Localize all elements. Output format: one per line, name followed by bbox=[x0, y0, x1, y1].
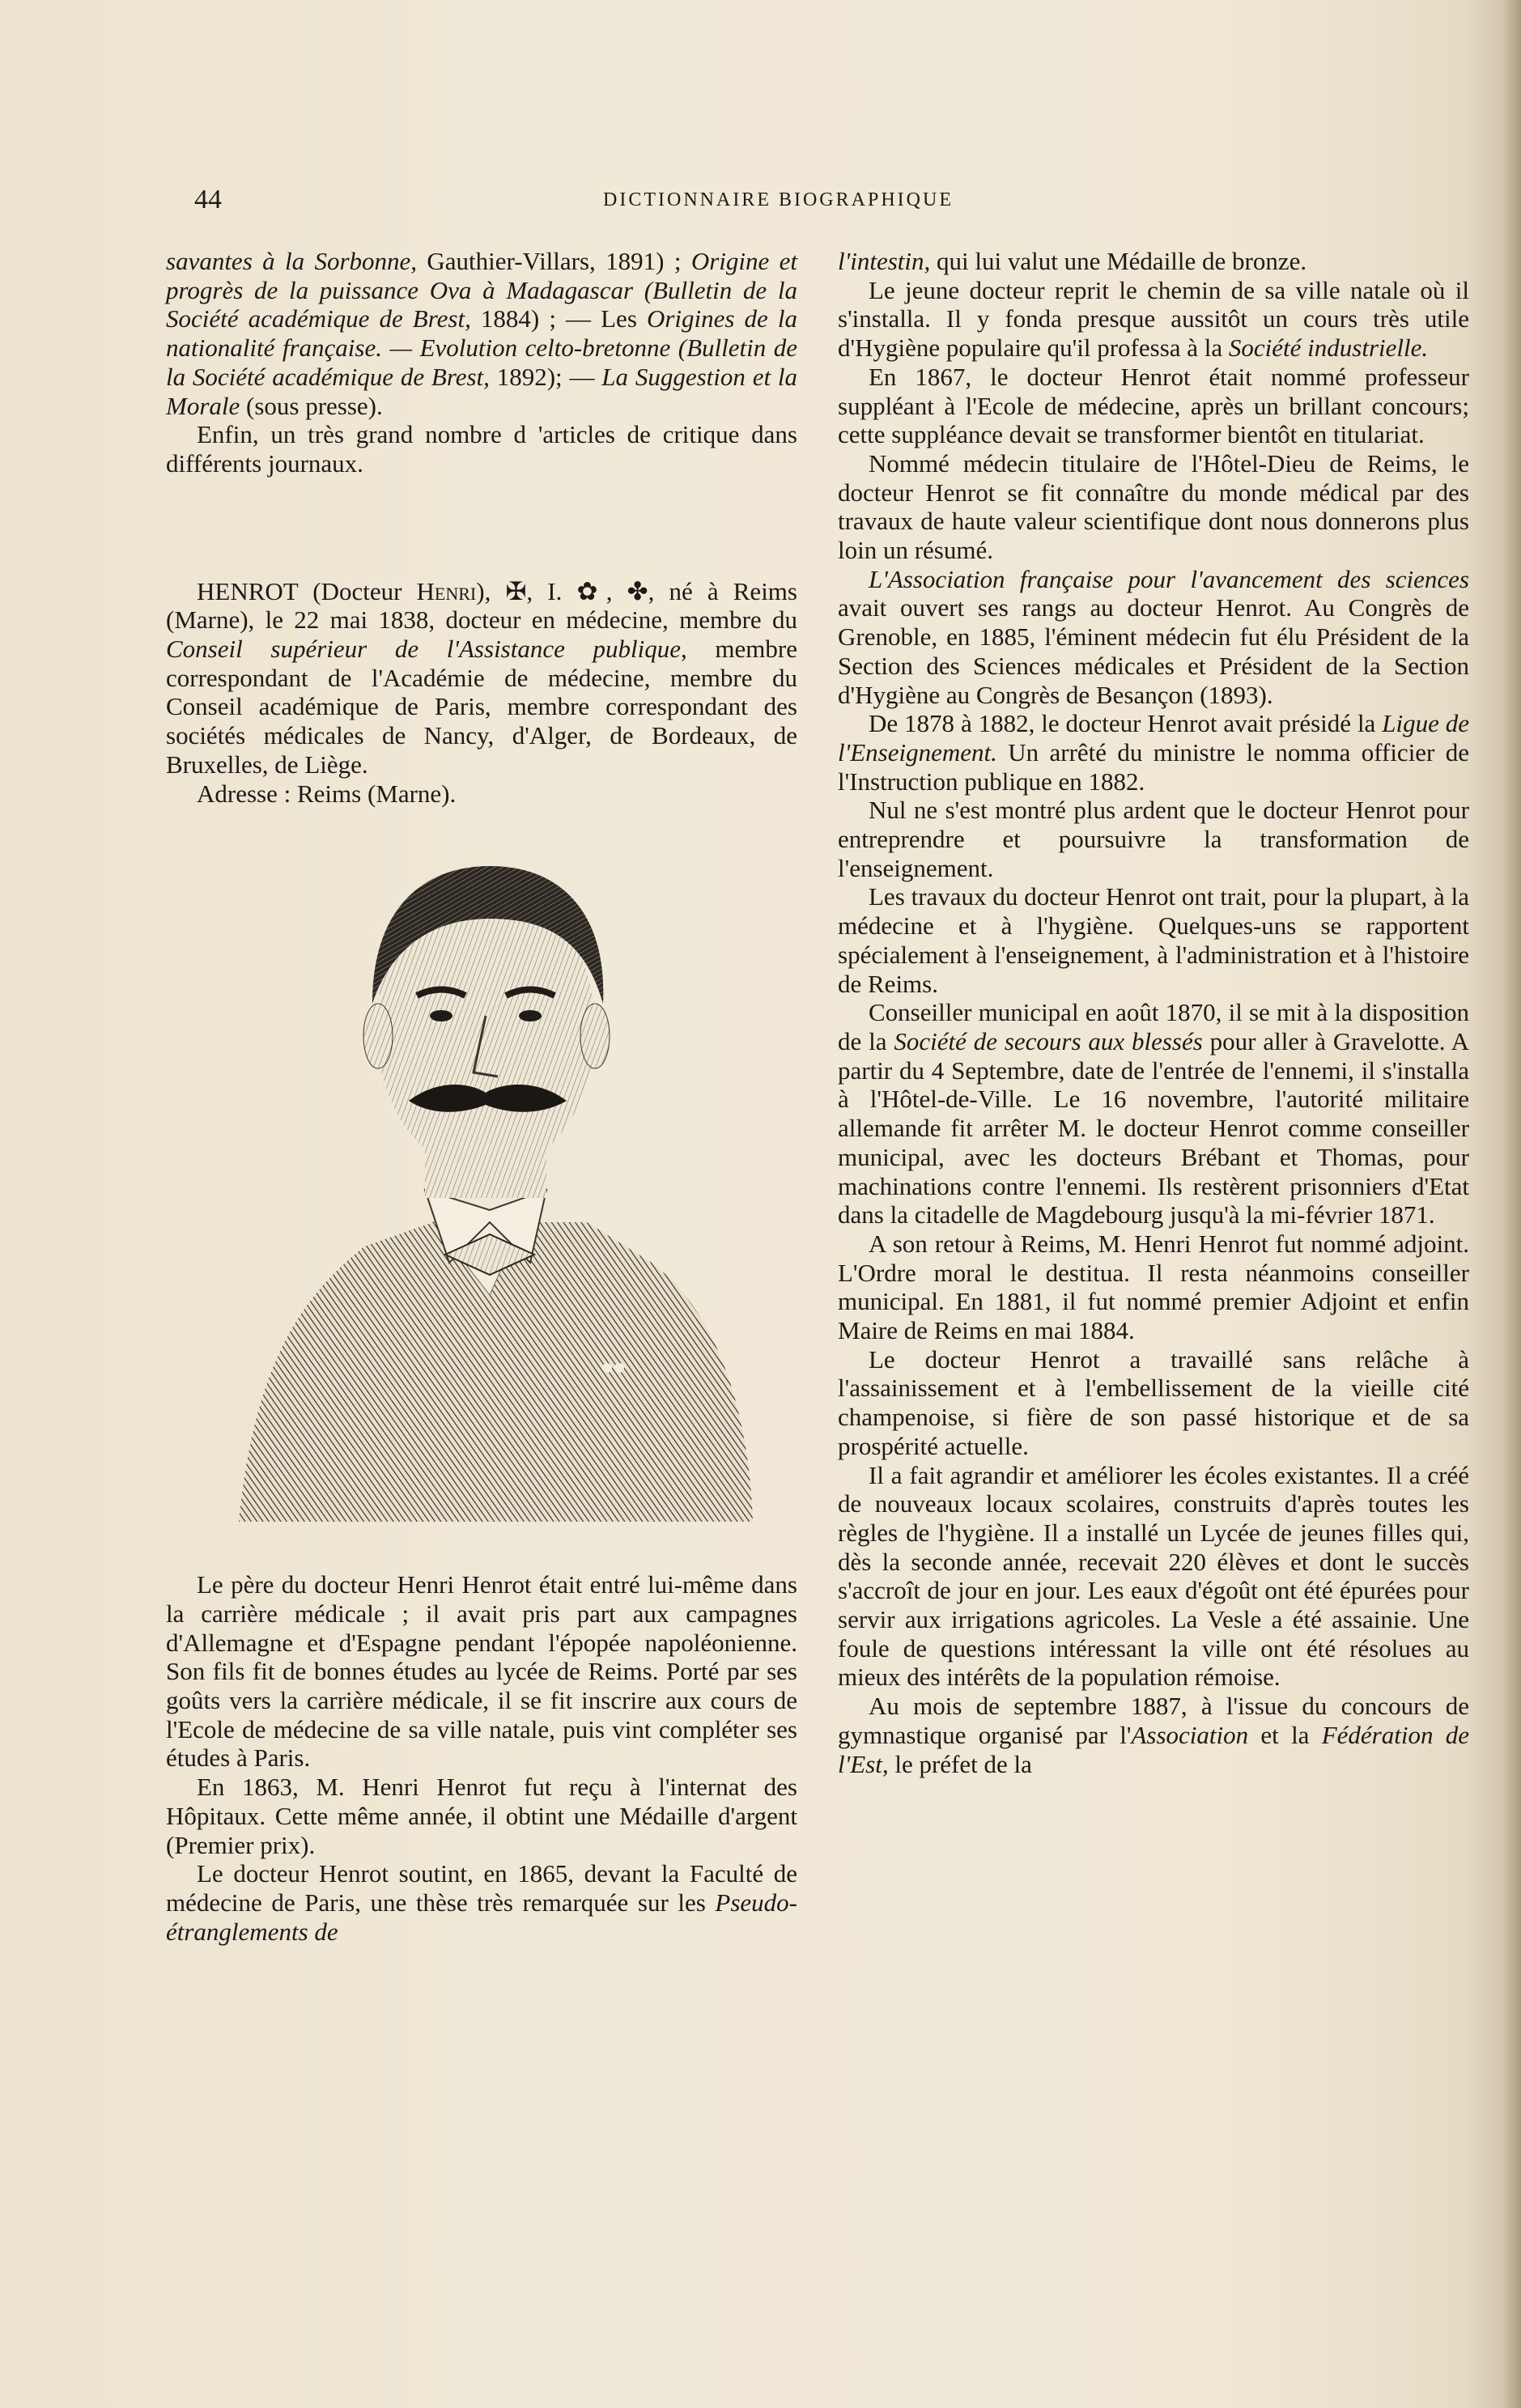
text-italic: l'intestin, bbox=[838, 247, 931, 275]
text-italic: Ligue de l'Enseignement. bbox=[838, 709, 1470, 767]
text: (Docteur bbox=[298, 576, 417, 605]
portrait-engraving bbox=[166, 842, 797, 1546]
text: De 1878 à 1882, le docteur Henrot avait présidé la bbox=[869, 709, 1383, 738]
entry-firstname: Henri bbox=[416, 576, 477, 605]
running-title: DICTIONNAIRE BIOGRAPHIQUE bbox=[603, 189, 954, 210]
text: Un arrêté du ministre le nomma officier de l'Instruction publique en 1882. bbox=[838, 737, 1469, 796]
schools-paragraph: Il a fait agrandir et améliorer les écoles existantes. Il a créé de nouveaux locaux scolaires, construits d'après toutes les règles de l'hygiène. Il a installé un Lycée de jeunes filles qui, dès la seconde année, recevait 220 élèves et dont le succès s'accroît de jour en jour. Les eaux d'égoût ont été épurées pour servir aux irrigations agricoles. La Vesle a été assainie. Une foule de questions intéressant la ville ont été résolues au mieux des intérêts de la population rémoise. bbox=[838, 1460, 1469, 1692]
text: 1892); — bbox=[489, 362, 602, 391]
page-edge-shadow bbox=[1503, 0, 1521, 2408]
critique-paragraph: Enfin, un très grand nombre d 'articles de critique dans différents journaux. bbox=[166, 420, 797, 478]
text: pour aller à Gravelotte. A partir du 4 Septembre, date de l'entrée de l'ennemi, il s'installa à l'Hôtel-de-Ville. Le 16 novembre, l'autorité militaire allemande fit arrêter M. le docteur Henrot comme conseiller municipal, avec les docteurs Brébant et Thomas, pour machinations contre l'ennemi. Ils restèrent prisonniers d'Etat dans la citadelle de Magdebourg jusqu'à la mi-février 1871. bbox=[838, 1026, 1469, 1229]
internat-paragraph: En 1863, M. Henri Henrot fut reçu à l'internat des Hôpitaux. Cette même année, il obtint une Médaille d'argent (Premier prix). bbox=[166, 1773, 797, 1859]
text-italic: Société industrielle. bbox=[1228, 333, 1429, 363]
association-paragraph bbox=[838, 565, 1469, 710]
assainissement-paragraph: Le docteur Henrot a travaillé sans relâche à l'assainissement et à l'embellissement de la vieille cité champenoise, si fière de son passé historique et de sa prospérité actuelle. bbox=[838, 1344, 1469, 1460]
address-line: Adresse : Reims (Marne). bbox=[197, 779, 457, 808]
text: qui lui valut une Médaille de bronze. bbox=[930, 247, 1307, 275]
text: (sous presse). bbox=[240, 391, 383, 420]
text-italic: Association bbox=[1131, 1720, 1249, 1749]
left-column bbox=[166, 247, 797, 1946]
father-paragraph: Le père du docteur Henri Henrot était entré lui-même dans la carrière médicale ; il avait pris part aux campagnes d'Allemagne et d'Espagne pendant l'épopée napoléonienne. Son fils fit de bonnes études au lycée de Reims. Porté par ses goûts vers la carrière médicale, il se fit inscrire aux cours de l'Ecole de médecine de sa ville natale, puis vint compléter ses études à Paris. bbox=[166, 1570, 797, 1773]
bibliography-paragraph bbox=[166, 247, 797, 420]
text-italic: Fédération de l'Est, bbox=[838, 1720, 1469, 1778]
text: ), ✠, I. ✿, ✤, né à Reims (Marne), le 22 mai 1838, docteur en médecine, membre du bbox=[166, 576, 797, 635]
text: et la bbox=[1248, 1720, 1322, 1749]
spacer bbox=[166, 478, 797, 577]
enseignement-paragraph: Nul ne s'est montré plus ardent que le docteur Henrot pour entreprendre et poursuivre la transformation de l'enseignement. bbox=[838, 796, 1469, 882]
text-italic: Origine et progrès de la puissance Ova à Madagascar (Bulletin de la Société académique de Brest, bbox=[166, 247, 797, 333]
biography-entry bbox=[166, 577, 797, 779]
text: , membre correspondant de l'Académie de médecine, membre du Conseil académique de Paris, membre correspondant des sociétés médicales de Nancy, d'Alger, de Bordeaux, de Bruxelles, de Liège. bbox=[166, 635, 797, 779]
text: le préfet de la bbox=[888, 1749, 1032, 1778]
war-paragraph bbox=[838, 998, 1469, 1229]
text: Au mois de septembre 1887, à l'issue du concours de gymnastique organisé par l' bbox=[838, 1692, 1469, 1749]
ligue-paragraph bbox=[838, 709, 1469, 796]
text-italic: La Suggestion et la Morale bbox=[166, 362, 797, 420]
text-italic: Pseudo-étranglements de bbox=[166, 1888, 797, 1946]
mayor-paragraph: A son retour à Reims, M. Henri Henrot fut nommé adjoint. L'Ordre moral le destitua. Il resta néanmoins conseiller municipal. En 1881, il fut nommé premier Adjoint et enfin Maire de Reims en mai 1884. bbox=[838, 1229, 1469, 1345]
professor-paragraph: En 1867, le docteur Henrot était nommé professeur suppléant à l'Ecole de médecine, après un brillant concours; cette suppléance devait se transformer bientôt en titulariat. bbox=[838, 362, 1469, 449]
thesis-paragraph bbox=[166, 1859, 797, 1946]
right-column bbox=[838, 247, 1469, 1778]
text-italic: Société de secours aux blessés bbox=[894, 1026, 1203, 1055]
page-header bbox=[166, 185, 1469, 217]
text: avait ouvert ses rangs au docteur Henrot. Au Congrès de Grenoble, en 1885, l'éminent médecin fut élu Président de la Section des Sciences médicales et Président de la Section d'Hygiène au Congrès de Besançon (1893). bbox=[838, 593, 1469, 709]
gymnastics-paragraph bbox=[838, 1692, 1469, 1778]
text-italic: L'Association française pour l'avancement des sciences bbox=[869, 564, 1469, 593]
medal-paragraph bbox=[838, 247, 1469, 276]
text-italic: Conseil supérieur de l'Assistance publique bbox=[166, 635, 682, 664]
hotel-dieu-paragraph: Nommé médecin titulaire de l'Hôtel-Dieu de Reims, le docteur Henrot se fit connaître du monde médical par des travaux de haute valeur scientifique dont nous donnerons plus loin un résumé. bbox=[838, 448, 1469, 565]
return-paragraph bbox=[838, 276, 1469, 363]
text: Le jeune docteur reprit le chemin de sa ville natale où il s'installa. Il y fonda presque aussitôt un cours très utile d'Hygiène populaire qu'il professa à la bbox=[838, 275, 1469, 363]
travaux-paragraph: Les travaux du docteur Henrot ont trait, pour la plupart, à la médecine et à l'hygiène. Quelques-uns se rapportent spécialement à l'enseignement, à l'administration et à l'histoire de Reims. bbox=[838, 882, 1469, 998]
entry-name: HENROT bbox=[197, 576, 299, 605]
page-number: 44 bbox=[194, 185, 222, 214]
text: 1884) ; — Les bbox=[470, 304, 647, 333]
text-italic: savantes à la Sorbonne, bbox=[166, 247, 418, 275]
text: Gauthier-Villars, 1891) ; bbox=[417, 247, 691, 275]
text: Le docteur Henrot soutint, en 1865, devant la Faculté de médecine de Paris, une thèse très remarquée sur les bbox=[166, 1859, 797, 1917]
text-italic: Origines de la nationalité française. — Evolution celto-bretonne (Bulletin de la Société académique de Brest, bbox=[166, 304, 798, 391]
text: Conseiller municipal en août 1870, il se mit à la disposition de la bbox=[838, 998, 1469, 1055]
